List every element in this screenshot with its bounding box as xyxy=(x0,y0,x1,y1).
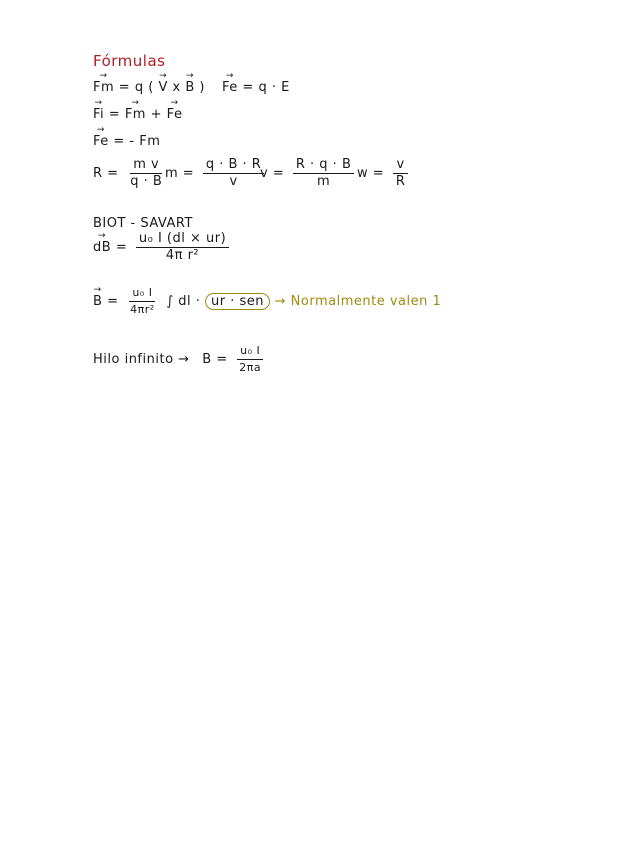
formula-magnetic-force: → Fm = q ( → V x → B ) xyxy=(93,80,205,95)
formula-biot-savart-integral: → B = $\frac{\text{u₀ I}}{\text{4πr²}}$ ∫ dl · ur · sen → Normalmente valen 1 xyxy=(93,286,441,317)
fm-symbol: → Fm xyxy=(93,80,114,95)
formula-mass: m = $\frac{q \cdot B \cdot R}{v}$ xyxy=(165,158,268,189)
formula-infinite-wire: Hilo infinito → B = $\frac{\text{u₀ I}}{2\pi a}$ xyxy=(93,344,268,375)
section-heading-biot-savart: BIOT - SAVART xyxy=(93,216,193,231)
annotation-note: → Normalmente valen 1 xyxy=(274,294,442,309)
formula-total-force: → Fi = → Fm + → Fe xyxy=(93,107,182,122)
formula-radius: R = $\frac{\text{m v}}{q \cdot B}$ xyxy=(93,157,163,189)
formula-force-balance: → Fe = - Fm xyxy=(93,134,160,149)
formula-velocity: v = $\frac{R \cdot q \cdot B}{m}$ xyxy=(260,158,358,189)
page-title: Fórmulas xyxy=(93,52,166,70)
formula-biot-savart: → dB = $\frac{\text{u₀ I (dl × ur)}}{\text{4π r²}}$ xyxy=(93,232,233,263)
formula-angular-velocity: w = $\frac{v}{R}$ xyxy=(357,158,412,189)
circled-term: ur · sen xyxy=(205,293,270,310)
formula-electric-force: → Fe = q · E xyxy=(222,80,290,95)
